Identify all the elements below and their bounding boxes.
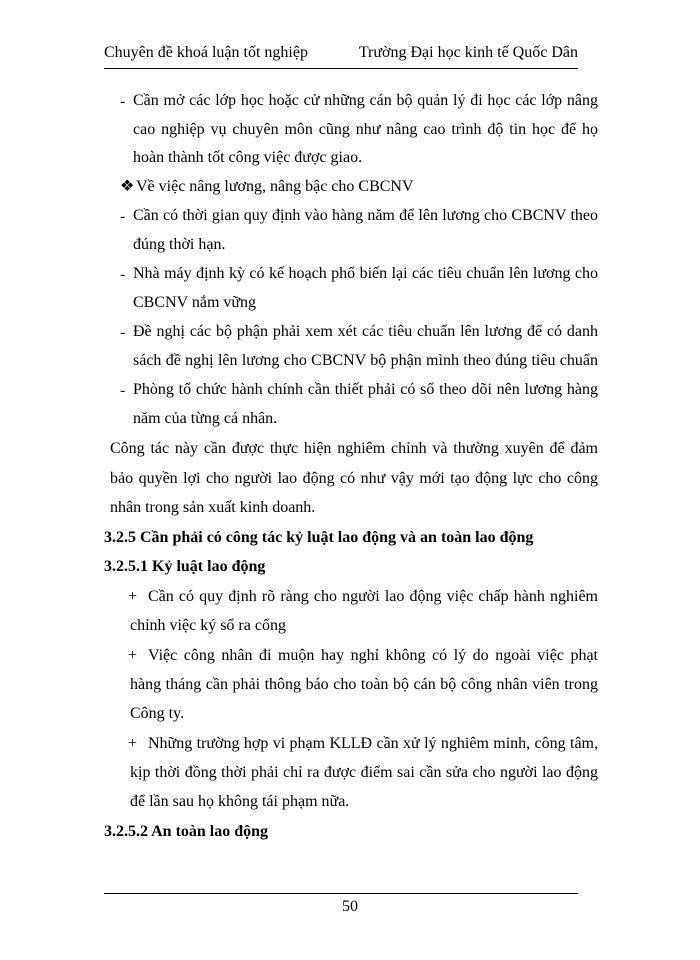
section-heading-3-2-5-2: 3.2.5.2 An toàn lao động <box>104 823 269 840</box>
plus-marker: + <box>128 647 138 664</box>
bullet-text-line: Cần có thời gian quy định vào hàng năm để lên lương cho CBCNV theo <box>133 207 598 224</box>
plus-marker: + <box>128 735 138 752</box>
paragraph-line: bảo quyền lợi cho người lao động có như vậy mới tạo động lực cho công <box>110 470 598 487</box>
bullet-text-line: Nhà máy định kỳ có kế hoạch phổ biến lại các tiêu chuẩn lên lương cho <box>133 265 598 282</box>
bullet-marker: - <box>120 382 126 399</box>
plus-text-line: để lần sau họ không tái phạm nữa. <box>130 793 350 810</box>
bullet-text-line: hoàn thành tốt công việc được giao. <box>133 149 363 166</box>
subheading-text: Về việc nâng lương, nâng bậc cho CBCNV <box>136 178 414 195</box>
plus-text-line: chỉnh việc ký sổ ra cổng <box>130 617 286 634</box>
header-right-title: Trường Đại học kinh tế Quốc Dân <box>358 44 578 61</box>
header-left-title: Chuyên đề khoá luận tốt nghiệp <box>104 44 308 61</box>
paragraph-line: nhân trong sản xuất kinh doanh. <box>110 499 316 516</box>
paragraph-line: Công tác này cần được thực hiện nghiêm chỉnh và thường xuyên để đảm <box>110 440 598 457</box>
bullet-marker: - <box>120 266 126 283</box>
footer-rule <box>104 893 578 894</box>
bullet-marker: - <box>120 93 126 110</box>
plus-marker: + <box>128 588 138 605</box>
plus-text-line: Việc công nhân đi muộn hay nghỉ không có lý do ngoài việc phạt <box>148 647 598 664</box>
page-number: 50 <box>342 898 358 915</box>
page-header <box>104 44 578 66</box>
plus-text-line: Cần có quy định rõ ràng cho người lao động việc chấp hành nghiêm <box>148 588 598 605</box>
bullet-text-line: đúng thời hạn. <box>133 236 226 253</box>
plus-text-line: kịp thời đồng thời phải chỉ ra được điểm sai cần sửa cho người lao động <box>130 764 598 781</box>
header-rule <box>104 68 578 69</box>
diamond-icon: ❖ <box>120 178 135 195</box>
bullet-text-line: Cần mở các lớp học hoặc cử những cán bộ quản lý đi học các lớp nâng <box>133 92 598 109</box>
bullet-text-line: Đề nghị các bộ phận phải xem xét các tiêu chuẩn lên lương để có danh <box>133 323 598 340</box>
bullet-text-line: năm của từng cá nhân. <box>133 410 278 427</box>
plus-text-line: Những trường hợp vi phạm KLLĐ cần xử lý nghiêm minh, công tâm, <box>148 735 598 752</box>
bullet-text-line: Phòng tổ chức hành chính cần thiết phải có sổ theo dõi nên lương hàng <box>133 381 598 398</box>
bullet-text-line: sách đề nghị lên lương cho CBCNV bộ phận mình theo đúng tiêu chuẩn <box>133 352 598 369</box>
bullet-marker: - <box>120 324 126 341</box>
plus-text-line: hàng tháng cần phải thông báo cho toàn bộ cán bộ công nhân viên trong <box>130 676 598 693</box>
section-heading-3-2-5: 3.2.5 Cần phải có công tác kỷ luật lao động và an toàn lao động <box>104 529 534 546</box>
bullet-text-line: CBCNV nắm vững <box>133 294 257 311</box>
bullet-marker: - <box>120 208 126 225</box>
bullet-text-line: cao nghiệp vụ chuyên môn cũng như nâng cao trình độ tin học để họ <box>133 121 598 138</box>
section-heading-3-2-5-1: 3.2.5.1 Kỷ luật lao động <box>104 558 266 575</box>
plus-text-line: Công ty. <box>130 705 185 722</box>
